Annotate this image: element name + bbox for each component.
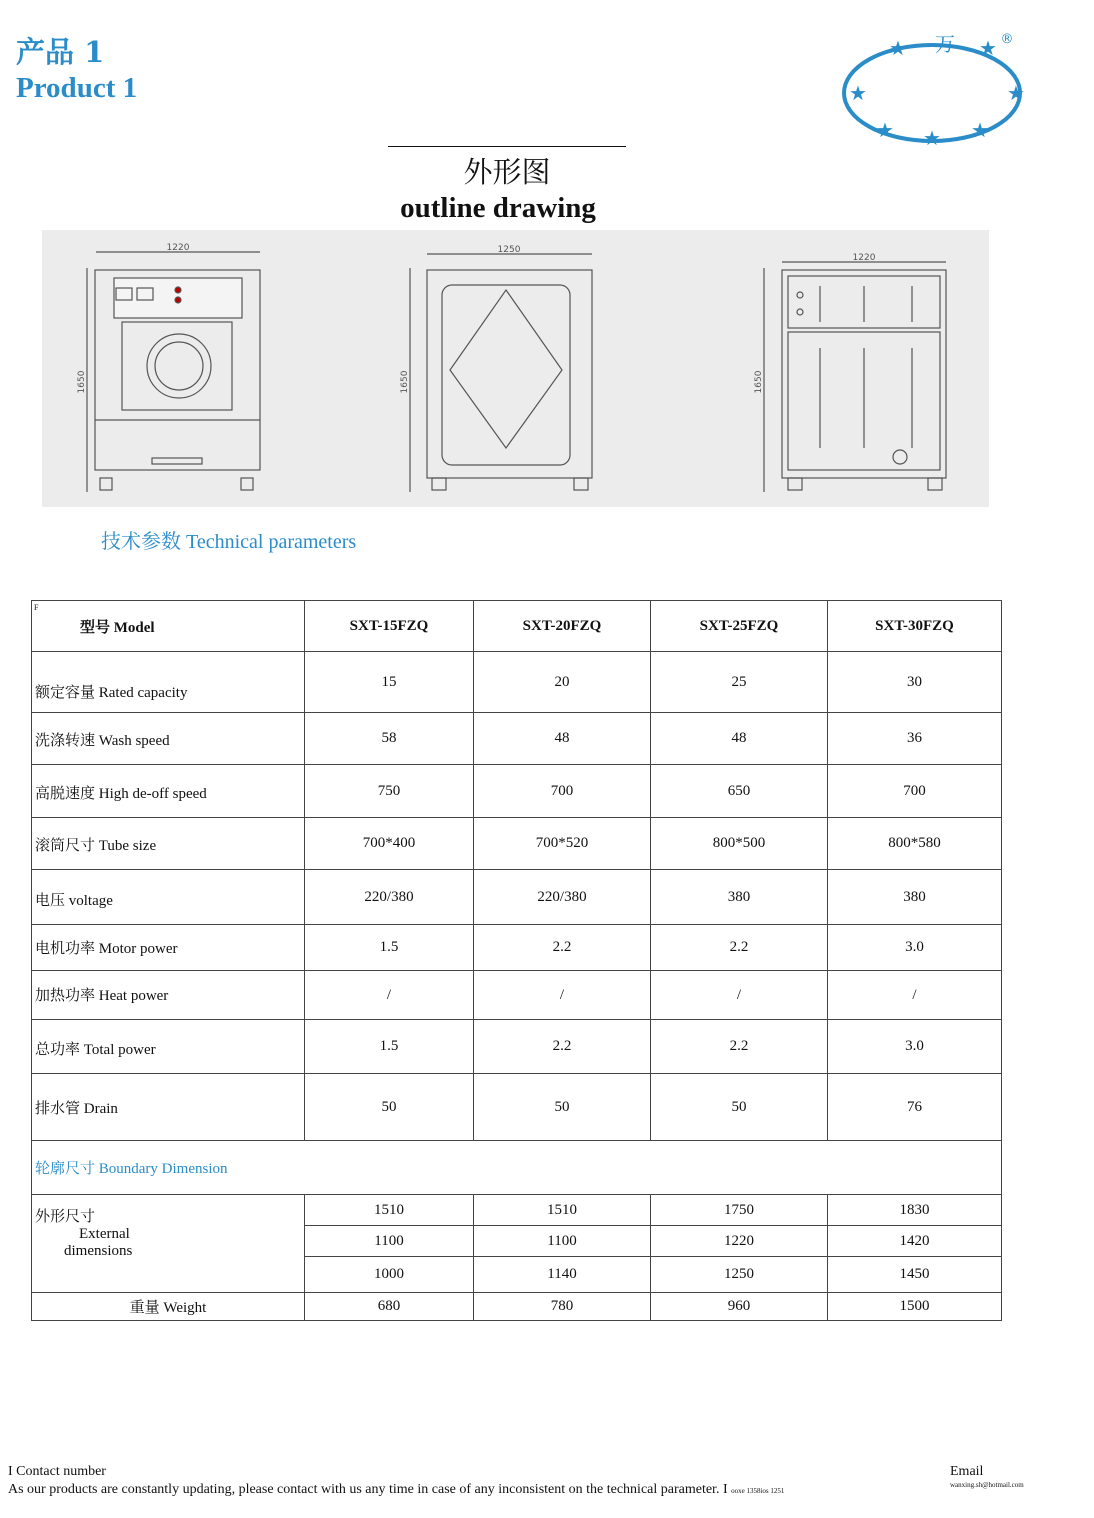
model-name: SXT-30FZQ [828, 601, 1002, 652]
svg-text:★: ★ [971, 118, 989, 142]
model-header-label: 型号 Model [80, 619, 155, 636]
table-row [32, 971, 1002, 1020]
cell: / [474, 971, 651, 1020]
svg-text:★: ★ [849, 81, 867, 105]
side-height-label: 1650 [400, 370, 410, 394]
drawing-title-cn: 外形图 [463, 155, 551, 189]
svg-text:★: ★ [923, 126, 941, 150]
cell: 220/380 [305, 870, 474, 925]
side-width-label: 1250 [497, 245, 521, 255]
cell: 76 [828, 1074, 1002, 1141]
footer-note [8, 1482, 784, 1498]
table-row [32, 652, 1002, 713]
email-address: wanxing.sh@hotmail.com [950, 1481, 1024, 1489]
cell: 960 [651, 1293, 828, 1321]
footer-note-text: As our products are constantly updating, please contact with us any time in case of any inconsistent on the technical parameter. I [8, 1482, 728, 1497]
front-height-label: 1650 [77, 370, 87, 394]
cell: 1.5 [305, 925, 474, 971]
cell: 1220 [651, 1226, 828, 1257]
cell: 48 [474, 713, 651, 765]
row-label: 高脱速度 High de-off speed [32, 765, 305, 818]
model-name: SXT-15FZQ [305, 601, 474, 652]
table-row [32, 1074, 1002, 1141]
corner-mark: F [34, 603, 39, 612]
svg-text:★: ★ [876, 118, 894, 142]
cell: 48 [651, 713, 828, 765]
row-label: 滚筒尺寸 Tube size [32, 818, 305, 870]
cell: 36 [828, 713, 1002, 765]
cell: 1500 [828, 1293, 1002, 1321]
external-label-en2: dimensions [64, 1243, 133, 1259]
cell: 700*400 [305, 818, 474, 870]
cell: 1000 [305, 1257, 474, 1293]
cell: 3.0 [828, 925, 1002, 971]
cell: 1510 [474, 1195, 651, 1226]
boundary-heading: 轮廓尺寸 Boundary Dimension [32, 1141, 1002, 1195]
model-name: SXT-25FZQ [651, 601, 828, 652]
table-row [32, 713, 1002, 765]
model-header-cell [32, 601, 305, 652]
svg-text:★: ★ [979, 36, 997, 60]
row-label: 加热功率 Heat power [32, 971, 305, 1020]
cell: 30 [828, 652, 1002, 713]
table-header-row [32, 601, 1002, 652]
cell: 50 [305, 1074, 474, 1141]
model-name: SXT-20FZQ [474, 601, 651, 652]
external-label-cn: 外形尺寸 [35, 1209, 96, 1225]
cell: 25 [651, 652, 828, 713]
cell: 1420 [828, 1226, 1002, 1257]
cell: / [651, 971, 828, 1020]
cell: 1250 [651, 1257, 828, 1293]
product-title-cn: 产品 1 [16, 35, 105, 69]
cell: 1510 [305, 1195, 474, 1226]
weight-row [32, 1293, 1002, 1321]
email-label: Email [950, 1464, 984, 1479]
cell: 700 [474, 765, 651, 818]
cell: 50 [474, 1074, 651, 1141]
cell: 220/380 [474, 870, 651, 925]
row-label: 额定容量 Rated capacity [32, 652, 305, 713]
cell: 750 [305, 765, 474, 818]
table-row [32, 870, 1002, 925]
cell: 1100 [305, 1226, 474, 1257]
cell: 1450 [828, 1257, 1002, 1293]
cell: 800*580 [828, 818, 1002, 870]
external-label-en1: External [79, 1226, 130, 1242]
cell: 1.5 [305, 1020, 474, 1074]
cell: 680 [305, 1293, 474, 1321]
cell: 2.2 [651, 925, 828, 971]
drawing-title-en: outline drawing [400, 192, 596, 224]
cell: 2.2 [474, 925, 651, 971]
cell: 50 [651, 1074, 828, 1141]
cell: 1750 [651, 1195, 828, 1226]
row-label: 电压 voltage [32, 870, 305, 925]
back-view [764, 262, 946, 492]
cell: 58 [305, 713, 474, 765]
cell: 780 [474, 1293, 651, 1321]
cell: 1140 [474, 1257, 651, 1293]
cell: 1100 [474, 1226, 651, 1257]
cell: 700 [828, 765, 1002, 818]
row-label: 总功率 Total power [32, 1020, 305, 1074]
cell: 380 [828, 870, 1002, 925]
front-width-label: 1220 [166, 243, 190, 253]
cell: 700*520 [474, 818, 651, 870]
cell: / [828, 971, 1002, 1020]
spec-table [31, 600, 1002, 1321]
cell: 1830 [828, 1195, 1002, 1226]
cell: 2.2 [474, 1020, 651, 1074]
table-row [32, 818, 1002, 870]
product-title-en: Product 1 [16, 72, 138, 104]
brand-logo [840, 25, 1035, 150]
side-view [410, 254, 592, 492]
cell: 15 [305, 652, 474, 713]
contact-number-label: I Contact number [8, 1464, 106, 1479]
back-width-label: 1220 [852, 253, 876, 263]
table-row [32, 925, 1002, 971]
svg-text:★: ★ [889, 36, 907, 60]
row-label: 电机功率 Motor power [32, 925, 305, 971]
logo-char: 万 [935, 32, 955, 56]
row-label: 洗涤转速 Wash speed [32, 713, 305, 765]
title-rule [388, 146, 626, 147]
weight-label: 重量 Weight [32, 1293, 305, 1321]
boundary-row [32, 1141, 1002, 1195]
table-row [32, 765, 1002, 818]
cell: 3.0 [828, 1020, 1002, 1074]
cell: 2.2 [651, 1020, 828, 1074]
cell: 20 [474, 652, 651, 713]
technical-parameters-heading: 技术参数 Technical parameters [101, 531, 357, 553]
outline-drawing [42, 230, 989, 507]
external-dimensions-label [32, 1195, 305, 1293]
front-view [87, 252, 260, 492]
footer-phone: ooxe 1358ios 1251 [731, 1487, 785, 1495]
cell: 800*500 [651, 818, 828, 870]
registered-mark: ® [1000, 32, 1014, 47]
svg-text:★: ★ [1007, 81, 1025, 105]
external-row [32, 1195, 1002, 1226]
row-label: 排水管 Drain [32, 1074, 305, 1141]
back-height-label: 1650 [754, 370, 764, 394]
table-row [32, 1020, 1002, 1074]
cell: 650 [651, 765, 828, 818]
cell: 380 [651, 870, 828, 925]
cell: / [305, 971, 474, 1020]
